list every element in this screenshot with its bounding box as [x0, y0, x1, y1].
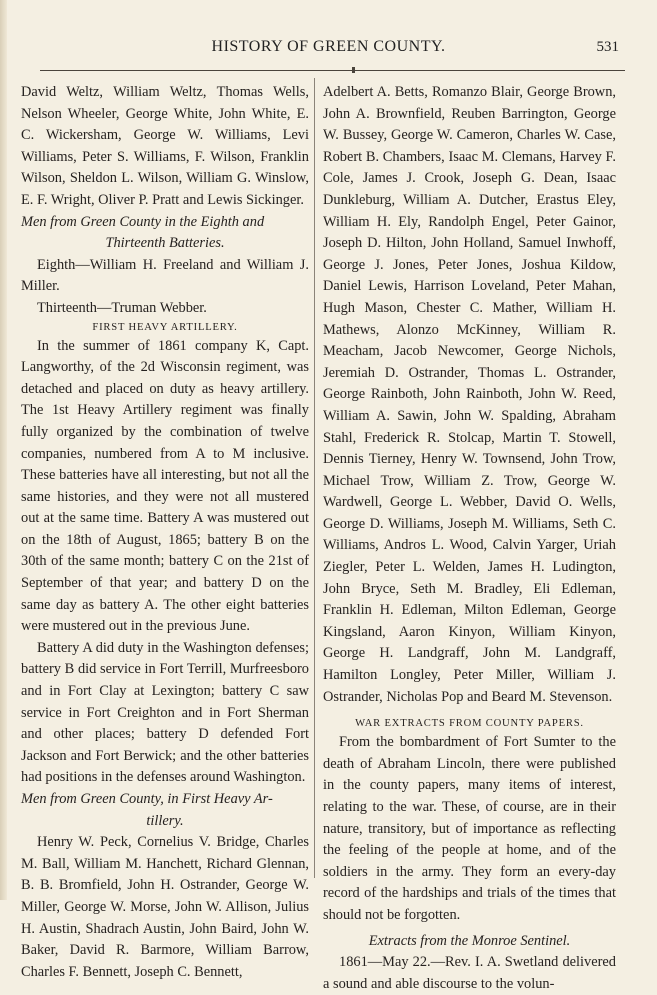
page-header: [0, 38, 657, 60]
section-heading-eighth-thirteenth: [21, 212, 309, 234]
page-spine-shadow: [0, 0, 7, 900]
page-number: 531: [596, 39, 619, 55]
section-heading-first-heavy-line-1: Men from Green County, in First Heavy Ar-: [21, 791, 273, 807]
roster-continued-paragraph: David Weltz, William Weltz, Thomas Wells, Nelson Wheeler, George White, John White, E. C. Wickersham, George W. Williams, Levi Williams, Peter S. Williams, F. Wilson, Franklin Wilson, Sheldon L. Wilson, William G. Winslow, E. F. Wright, Oliver P. Pratt and Lewis Sickinger.: [21, 84, 309, 208]
column-divider: [314, 78, 315, 878]
thirteenth-battery-paragraph: Thirteenth—Truman Webber.: [37, 299, 207, 316]
section-heading-line-1: Men from Green County in the Eighth and: [21, 213, 265, 230]
header-rule: [40, 70, 625, 71]
right-column: [323, 82, 616, 995]
heavy-artillery-roster-continued: Adelbert A. Betts, Romanzo Blair, George Brown, John A. Brownfield, Reuben Barrington, George W. Bussey, George W. Cameron, Charles W. Case, Robert B. Chambers, Isaac M. Clemans, Harvey F. Cole, James J. Crook, Joseph G. Dean, Isaac Dunkleburg, William A. Dutcher, Erastus Eley, William H. Ely, Randolph Engel, Peter Gainor, Joseph D. Hilton, John Holland, Samuel Inwhoff, George J. Jones, Peter Jones, Joshua Kildow, Daniel Lewis, Harrison Loveland, Peter Mahan, Hugh Mason, Chester C. Mather, William H. Mathews, Alonzo McKinney, William R. Meacham, Jacob Newcomer, George Nichols, Jeremiah D. Ostrander, Thomas L. Ostrander, George Rainboth, John Rainboth, John W. Reed, William A. Sawin, John W. Spalding, Abraham Stahl, Frederick R. Stolcap, Martin T. Stowell, Dennis Tierney, Henry W. Townsend, John Trow, Michael Trow, William Z. Trow, George W. Wardwell, George L. Webber, David O. Wells, George D. Williams, Joseph M. Williams, Seth C. Williams, Andros L. Wood, Calvin Yarger, Uriah Ziegler, Peter L. Welden, James H. Ludington, John Bryce, Seth M. Bradley, Eli Edleman, Franklin H. Edleman, Milton Edleman, George Kingsland, Aaron Kinyon, William Kinyon, George H. Landgraff, John M. Landgraff, Hamilton Longley, Peter Miller, William J. Ostrander, Nicholas Pop and Beard M. Stevenson.: [323, 84, 616, 705]
heavy-artillery-history-paragraph: In the summer of 1861 company K, Capt. Langworthy, of the 2d Wisconsin regiment, was detached and placed on duty as heavy artillery. The 1st Heavy Artillery regiment was finally fully organized by the combination of twelve companies, numbered from A to M inclusive. These batteries have all interesting, but not all the same histories, and they were not all mustered out at the same time. Battery A was mustered out on the 18th of August, 1865; battery B on the 30th of the same month; battery C on the 21st of September of that year; and battery D on the same day as battery A. The other eight batteries were mustered out in the previous June.: [21, 337, 309, 635]
war-extracts-intro-paragraph: From the bombardment of Fort Sumter to the death of Abraham Lincoln, there were published in the county papers, many items of interest, relating to the war. These, of course, are in their nature, transitory, but of importance as reflecting the feeling of the people at home, and of the soldiers in the army. They form an every-day record of the hardships and trials of the times that should not be forgotten.: [323, 734, 616, 923]
section-heading-first-heavy-line-2: tillery.: [146, 812, 184, 829]
running-head: HISTORY OF GREEN COUNTY.: [211, 38, 446, 55]
header-rule-mark: [352, 67, 355, 73]
heavy-artillery-roster-paragraph: Henry W. Peck, Cornelius V. Bridge, Charles M. Ball, William M. Hanchett, Richard Glennan, B. B. Bromfield, John H. Ostrander, George W. Miller, George W. Morse, John W. Allison, Julius H. Austin, Shadrach Austin, John Baird, John W. Baker, David R. Barmore, William Barrow, Charles F. Bennett, Joseph C. Bennett,: [21, 834, 309, 980]
battery-service-paragraph: Battery A did duty in the Washington defenses; battery B did service in Fort Terrill, Murfreesboro and in Fort Clay at Lexington; battery C saw service in Fort Creighton and in Fort Sherman and other places; battery D defended Fort Jackson and Fort Berwick; and the other batteries had positions in the defenses around Washington.: [21, 639, 309, 786]
left-column: [21, 82, 309, 983]
eighth-battery-paragraph: Eighth—William H. Freeland and William J. Miller.: [21, 256, 309, 295]
monroe-sentinel-first-entry: 1861—May 22.—Rev. I. A. Swetland delivered a sound and able discourse to the volun-: [323, 954, 616, 992]
section-heading-line-2: Thirteenth Batteries.: [105, 235, 225, 252]
first-heavy-artillery-heading: FIRST HEAVY ARTILLERY.: [92, 321, 238, 333]
war-extracts-heading: WAR EXTRACTS FROM COUNTY PAPERS.: [355, 718, 584, 730]
monroe-sentinel-heading: Extracts from the Monroe Sentinel.: [368, 932, 571, 949]
